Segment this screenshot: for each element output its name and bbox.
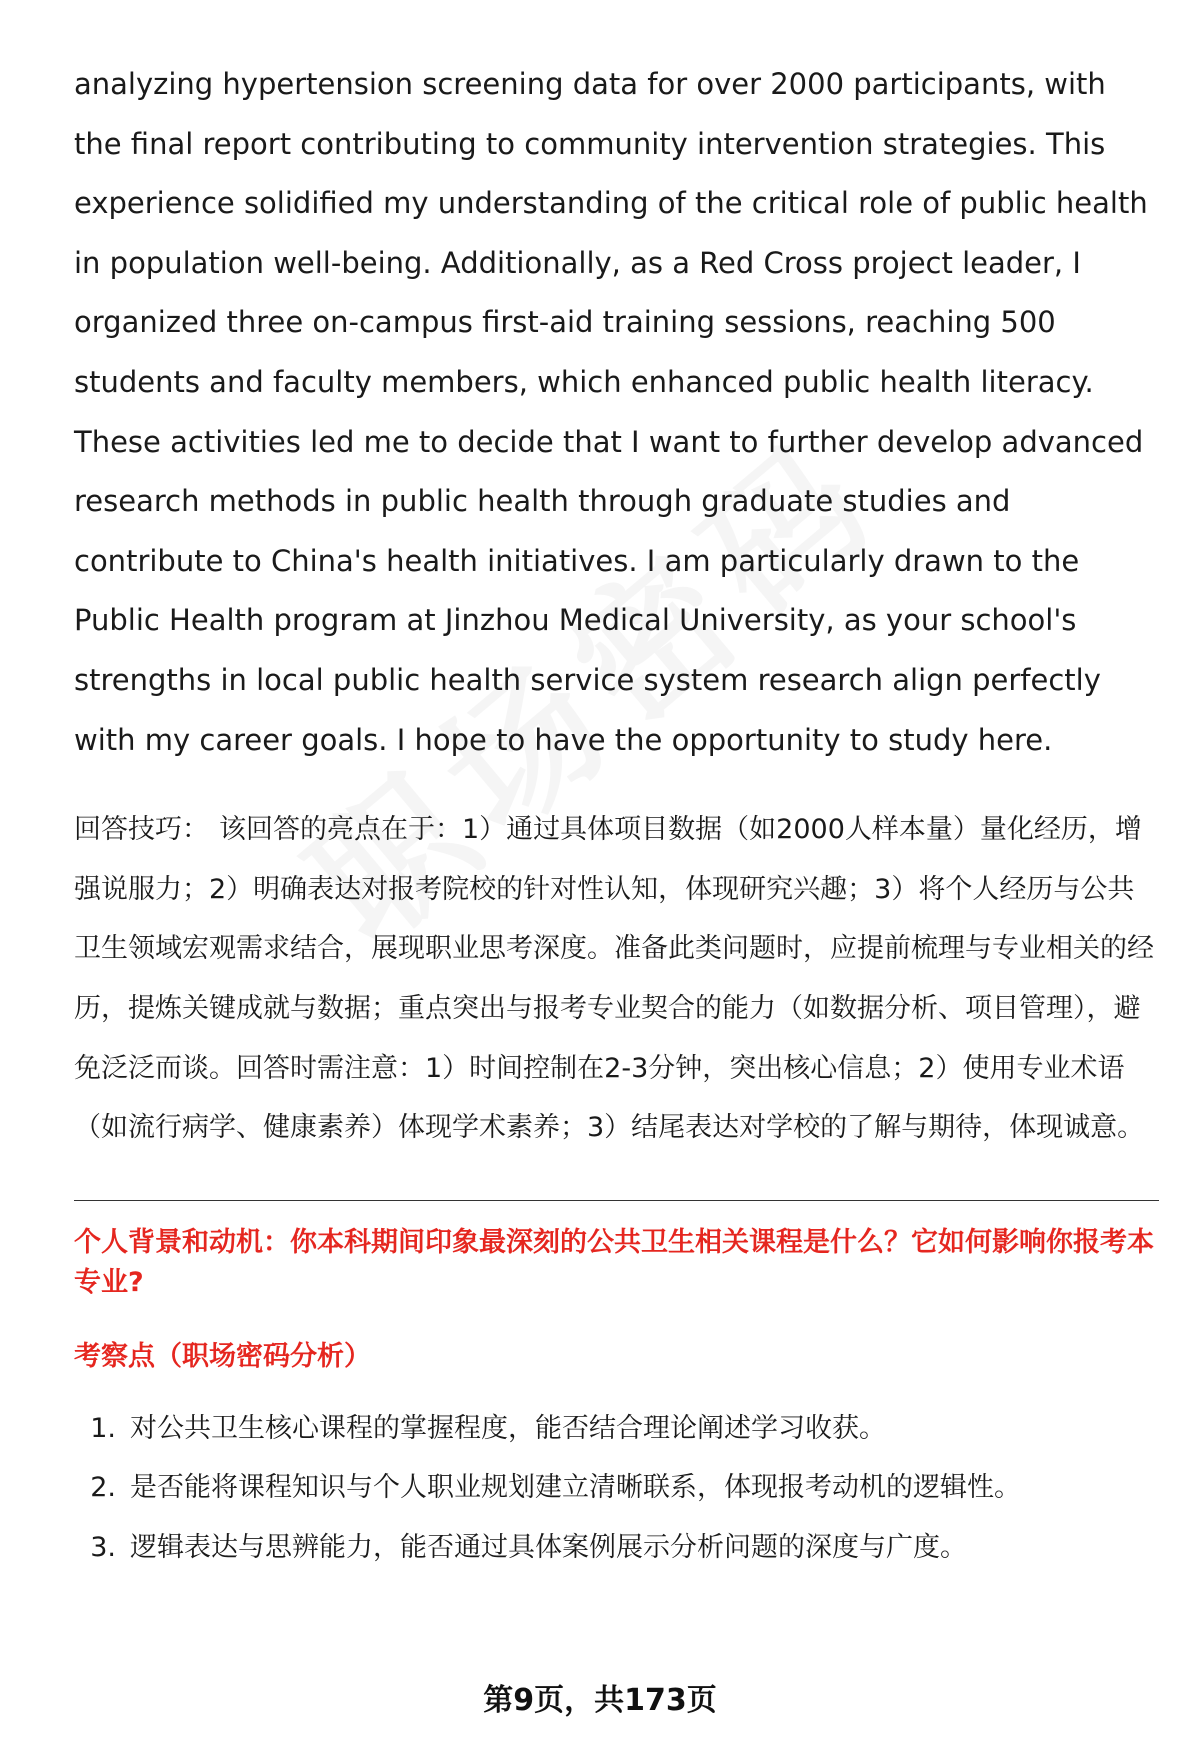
section-title: 考察点（职场密码分析）: [74, 1340, 371, 1372]
list-item-number: 1.: [90, 1412, 116, 1444]
page-number: 第9页，共173页: [483, 1683, 717, 1718]
list-item: [74, 1458, 1159, 1518]
list-item: [74, 1399, 1159, 1459]
list-item-number: 3.: [90, 1531, 116, 1563]
list-item: [74, 1518, 1159, 1578]
list-item-text: 对公共卫生核心课程的掌握程度，能否结合理论阐述学习收获。: [130, 1412, 886, 1444]
tip-label: 回答技巧：: [74, 814, 209, 846]
assessment-points-list: [74, 1399, 1159, 1578]
list-item-text: 逻辑表达与思辨能力，能否通过具体案例展示分析问题的深度与广度。: [130, 1531, 967, 1563]
list-item-text: 是否能将课程知识与个人职业规划建立清晰联系，体现报考动机的逻辑性。: [130, 1472, 1021, 1504]
question-heading: 个人背景和动机：你本科期间印象最深刻的公共卫生相关课程是什么？它如何影响你报考本专业?: [74, 1226, 1154, 1298]
page-content: [74, 55, 1159, 1577]
list-item-number: 2.: [90, 1472, 116, 1504]
answer-tip: [74, 800, 1159, 1158]
answer-block: [74, 55, 1159, 770]
section-divider: [74, 1200, 1159, 1201]
answer-paragraph: analyzing hypertension screening data for over 2000 participants, with the final report contributing to community intervention strategies. This experience solidified my understanding of the critical role of public health in population well-being. Additionally, as a Red Cross project leader, I organized three on-campus first-aid training sessions, reaching 500 students and faculty members, which enhanced public health literacy. These activities led me to decide that I want to further develop advanced research methods in public health through graduate studies and contribute to China's health initiatives. I am particularly drawn to the Public Health program at Jinzhou Medical University, as your school's strengths in local public health service system research align perfectly with my career goals. I hope to have the opportunity to study here.: [74, 67, 1148, 757]
tip-text: 该回答的亮点在于：1）通过具体项目数据（如2000人样本量）量化经历，增强说服力；2）明确表达对报考院校的针对性认知，体现研究兴趣；3）将个人经历与公共卫生领域宏观需求结合，展现职业思考深度。准备此类问题时，应提前梳理与专业相关的经历，提炼关键成就与数据；重点突出与报考专业契合的能力（如数据分析、项目管理），避免泛泛而谈。回答时需注意：1）时间控制在2-3分钟，突出核心信息；2）使用专业术语（如流行病学、健康素养）体现学术素养；3）结尾表达对学校的了解与期待，体现诚意。: [74, 814, 1154, 1144]
